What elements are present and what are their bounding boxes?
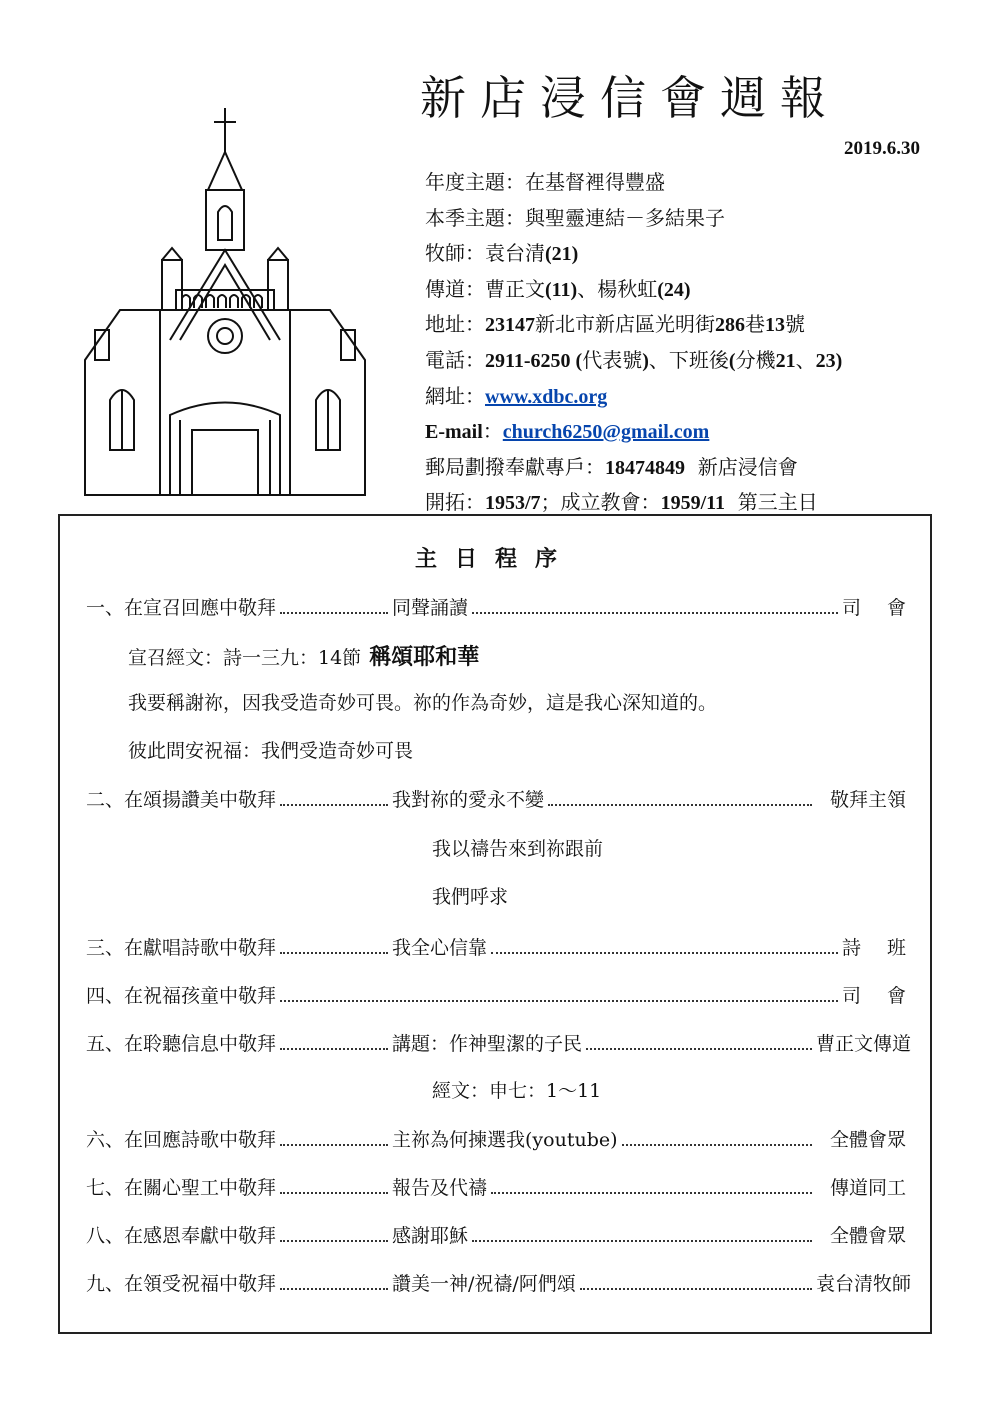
- preacher-1: 曹正文: [485, 276, 545, 301]
- postal-number: 18474849: [605, 456, 685, 479]
- address-street: 新北市新店區光明街: [535, 312, 715, 337]
- leader-dots: [548, 804, 812, 806]
- leader-dots: [280, 612, 388, 614]
- song-2: 我以禱告來到祢跟前: [432, 838, 604, 860]
- phone-main: 代表號: [582, 347, 643, 372]
- preacher-sep: 、: [577, 276, 598, 301]
- preachers: [425, 272, 965, 308]
- item-step: 六、在回應詩歌中敬拜: [86, 1129, 277, 1151]
- item-step: 一、在宣召回應中敬拜: [86, 597, 277, 619]
- program-title: 主日程序: [414, 546, 575, 572]
- item-content: 主祢為何揀選我(youtube): [392, 1129, 618, 1151]
- annual-theme-value: 在基督裡得豐盛: [525, 170, 665, 194]
- program-item-4: [86, 978, 933, 1008]
- bulletin-date: 2019.6.30: [844, 138, 920, 159]
- email-link[interactable]: church6250@gmail.com: [502, 421, 710, 444]
- program-item-1: [86, 590, 933, 620]
- phone-ext-2: 23): [815, 349, 843, 372]
- leader-dots: [280, 952, 388, 954]
- item-leader: 敬拜主領: [829, 789, 906, 811]
- leader-dots: [280, 1288, 388, 1290]
- program-item-2: [86, 782, 906, 812]
- postal-label: 郵局劃撥奉獻專戶：: [425, 454, 605, 479]
- leader-dots: [491, 952, 838, 954]
- season-theme-label: 本季主題：: [425, 205, 525, 230]
- sermon-scripture: 經文：申七：1～11: [432, 1080, 602, 1102]
- program-item-6: [86, 1122, 906, 1152]
- item-content: 我對祢的愛永不變: [392, 789, 545, 811]
- leader-dots: [280, 1000, 838, 1002]
- leader-dots: [280, 1144, 388, 1146]
- call-scripture-ref: 宣召經文：詩一三九：14節: [128, 647, 362, 669]
- email-label: E-mail: [425, 421, 483, 444]
- phone-ext-1: 21: [775, 349, 796, 372]
- season-theme: [425, 201, 965, 237]
- address-zip: 23147: [485, 314, 535, 337]
- item-step: 四、在祝福孩童中敬拜: [86, 985, 277, 1007]
- season-theme-value: 與聖靈連結－多結果子: [525, 205, 725, 230]
- program-item-3: [86, 930, 933, 960]
- item-leader: 傳道同工: [829, 1177, 906, 1199]
- greeting: 彼此問安祝福：我們受造奇妙可畏: [128, 740, 414, 762]
- address-house: 號: [785, 312, 805, 337]
- song-3: 我們呼求: [432, 886, 509, 908]
- email: [425, 414, 965, 450]
- address-house-no: 13: [765, 314, 785, 337]
- item-content: 讚美一神/祝禱/阿們頌: [392, 1273, 576, 1295]
- phone-paren-open: (: [728, 349, 736, 372]
- phone-label: 電話：: [425, 347, 485, 372]
- leader-dots: [491, 1192, 812, 1194]
- phone-paren: ): [642, 349, 649, 372]
- email-colon: ：: [482, 419, 503, 444]
- preacher-1-ext: (11): [545, 278, 578, 301]
- phone-ext-label: 分機: [735, 347, 776, 372]
- leader-dots: [586, 1048, 812, 1050]
- address-lane: 巷: [745, 312, 765, 337]
- leader-dots: [280, 1240, 388, 1242]
- item-step: 五、在聆聽信息中敬拜: [86, 1033, 277, 1055]
- item-step: 九、在領受祝福中敬拜: [86, 1273, 277, 1295]
- item-content: 同聲誦讀: [392, 597, 469, 619]
- pastor-label: 牧師：: [425, 241, 485, 266]
- program-item-9: [86, 1266, 912, 1296]
- founded-label: 開拓：: [425, 490, 485, 515]
- program-item-7: [86, 1170, 906, 1200]
- church-illustration: [80, 100, 380, 500]
- item-content: 講題：作神聖潔的子民: [392, 1033, 583, 1055]
- phone-ext-sep: 、: [795, 347, 816, 372]
- preacher-2-ext: (24): [657, 278, 691, 301]
- address-lane-no: 286: [715, 314, 745, 337]
- item-leader: 司會: [842, 985, 933, 1007]
- founded-date: 1953/7: [485, 492, 541, 515]
- pastor: [425, 236, 965, 272]
- phone-after-hours: 、下班後: [648, 347, 729, 372]
- leader-dots: [280, 804, 388, 806]
- bulletin-title: 新店浸信會週報: [420, 71, 840, 125]
- established-label: ；成立教會：: [540, 490, 661, 515]
- leader-dots: [580, 1288, 812, 1290]
- item-leader: 司會: [842, 597, 933, 619]
- address-label: 地址：: [425, 312, 485, 337]
- item-step: 八、在感恩奉獻中敬拜: [86, 1225, 277, 1247]
- program-item-8: [86, 1218, 906, 1248]
- address: [425, 307, 965, 343]
- preacher-2: 楊秋虹: [597, 276, 658, 301]
- item-leader: 詩班: [842, 937, 933, 959]
- postal-name: 新店浸信會: [697, 454, 798, 479]
- postal-account: [425, 450, 965, 486]
- item-step: 三、在獻唱詩歌中敬拜: [86, 937, 277, 959]
- item-content: 報告及代禱: [392, 1177, 488, 1199]
- website: [425, 379, 965, 415]
- item-leader: 全體會眾: [829, 1129, 906, 1151]
- item-leader: 袁台清牧師: [816, 1273, 912, 1295]
- established-date: 1959/11: [660, 492, 726, 515]
- leader-dots: [472, 1240, 812, 1242]
- item-leader: 全體會眾: [829, 1225, 906, 1247]
- leader-dots: [280, 1048, 388, 1050]
- leader-dots: [622, 1144, 812, 1146]
- preacher-label: 傳道：: [425, 276, 485, 301]
- item-step: 七、在關心聖工中敬拜: [86, 1177, 277, 1199]
- leader-dots: [280, 1192, 388, 1194]
- item-leader: 曹正文傳道: [816, 1033, 912, 1055]
- annual-theme-label: 年度主題：: [425, 170, 525, 194]
- call-scripture: [128, 640, 479, 671]
- program-item-5: [86, 1026, 912, 1056]
- website-link[interactable]: www.xdbc.org: [485, 385, 608, 408]
- pastor-name: 袁台清: [485, 241, 545, 266]
- item-content: 我全心信靠: [392, 937, 488, 959]
- call-verse: 我要稱謝祢，因我受造奇妙可畏。祢的作為奇妙，這是我心深知道的。: [128, 692, 718, 714]
- leader-dots: [472, 612, 838, 614]
- call-scripture-title: 稱頌耶和華: [369, 644, 480, 670]
- website-label: 網址：: [425, 383, 485, 408]
- phone: [425, 343, 965, 379]
- item-step: 二、在頌揚讚美中敬拜: [86, 789, 277, 811]
- annual-theme: [425, 165, 965, 201]
- program-box: [58, 514, 932, 1334]
- item-content: 感謝耶穌: [392, 1225, 469, 1247]
- phone-number: 2911-6250 (: [485, 349, 583, 372]
- church-info: [425, 165, 965, 521]
- sunday-label: 第三主日: [737, 490, 818, 515]
- pastor-ext: (21): [545, 243, 579, 266]
